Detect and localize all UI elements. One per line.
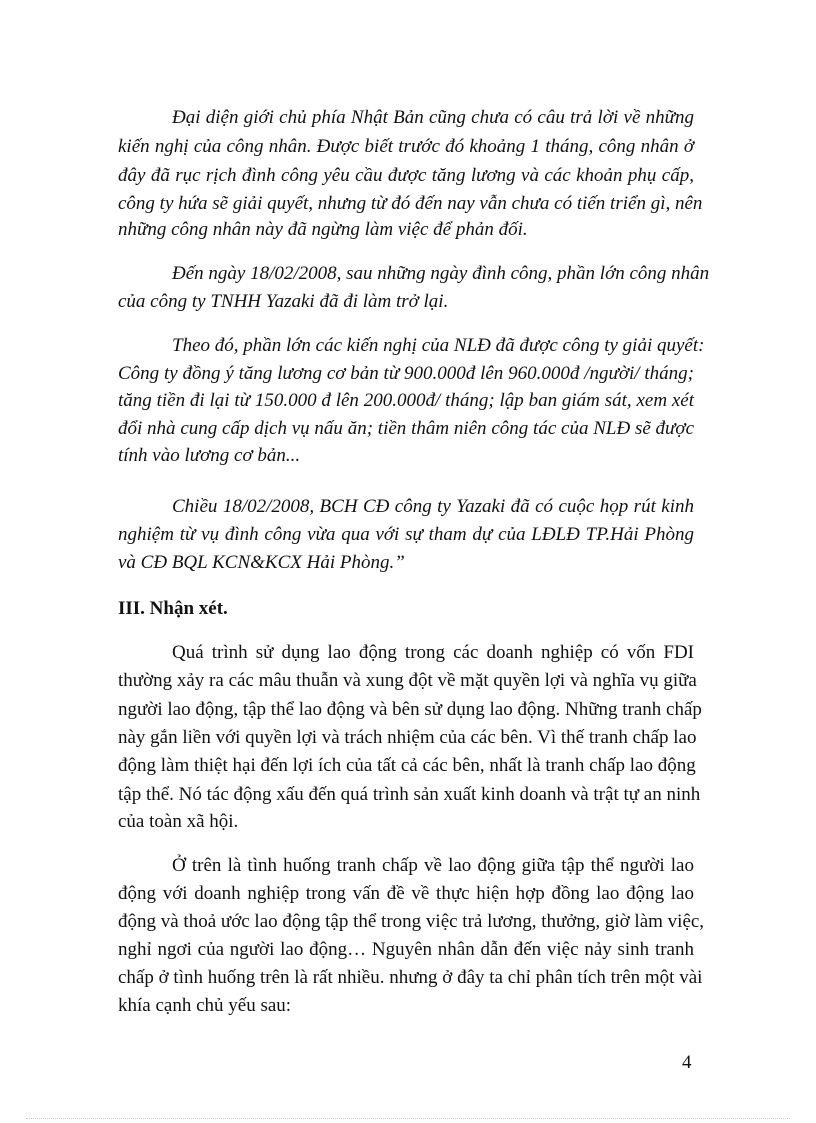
text-line: Ở trên là tình huống tranh chấp về lao động giữa tập thể người lao <box>172 855 694 876</box>
text-line: của công ty TNHH Yazaki đã đi làm trở lại. <box>118 291 449 312</box>
text-line: chấp ở tình huống trên là rất nhiều. nhưng ở đây ta chỉ phân tích trên một vài <box>118 967 703 988</box>
text-line: tập thể. Nó tác động xấu đến quá trình sản xuất kinh doanh và trật tự an ninh <box>118 784 701 805</box>
text-line: khía cạnh chủ yếu sau: <box>118 995 292 1016</box>
text-line: động làm thiệt hại đến lợi ích của tất cả các bên, nhất là tranh chấp lao động <box>118 755 696 776</box>
text-line: tăng tiền đi lại từ 150.000 đ lên 200.000đ/ tháng; lập ban giám sát, xem xét <box>118 390 694 411</box>
text-line: những công nhân này đã ngừng làm việc để phản đối. <box>118 219 528 240</box>
text-line: của toàn xã hội. <box>118 811 239 832</box>
text-line: và CĐ BQL KCN&KCX Hải Phòng.” <box>118 552 405 573</box>
text-line: động và thoả ước lao động tập thể trong việc trả lương, thưởng, giờ làm việc, <box>118 911 705 932</box>
section-heading: III. Nhận xét. <box>118 598 228 619</box>
text-line: động với doanh nghiệp trong vấn đề về thực hiện hợp đồng lao động lao <box>118 883 694 904</box>
text-line: Đại diện giới chủ phía Nhật Bản cũng chưa có câu trả lời về những <box>172 107 694 128</box>
text-line: người lao động, tập thể lao động và bên sử dụng lao động. Những tranh chấp <box>118 699 702 720</box>
text-line: Đến ngày 18/02/2008, sau những ngày đình công, phần lớn công nhân <box>172 263 710 284</box>
text-line: nghỉ ngơi của người lao động… Nguyên nhân dẫn đến việc nảy sinh tranh <box>118 939 694 960</box>
text-line: nghiệm từ vụ đình công vừa qua với sự tham dự của LĐLĐ TP.Hải Phòng <box>118 524 694 545</box>
text-line: Chiều 18/02/2008, BCH CĐ công ty Yazaki đã có cuộc họp rút kinh <box>172 496 694 517</box>
text-line: tính vào lương cơ bản... <box>118 445 301 466</box>
footer-divider <box>26 1118 790 1119</box>
text-line: đây đã rục rịch đình công yêu cầu được tăng lương và các khoản phụ cấp, <box>118 165 694 186</box>
text-line: thường xảy ra các mâu thuẫn và xung đột về mặt quyền lợi và nghĩa vụ giữa <box>118 670 697 691</box>
text-line: Theo đó, phần lớn các kiến nghị của NLĐ đã được công ty giải quyết: <box>172 335 705 356</box>
page-number: 4 <box>682 1052 692 1073</box>
text-line: Quá trình sử dụng lao động trong các doanh nghiệp có vốn FDI <box>172 642 694 663</box>
text-line: này gắn liền với quyền lợi và trách nhiệm của các bên. Vì thế tranh chấp lao <box>118 727 697 748</box>
text-line: kiến nghị của công nhân. Được biết trước đó khoảng 1 tháng, công nhân ở <box>118 136 694 157</box>
text-line: công ty hứa sẽ giải quyết, nhưng từ đó đến nay vẫn chưa có tiến triển gì, nên <box>118 193 703 214</box>
text-line: đổi nhà cung cấp dịch vụ nấu ăn; tiền thâm niên công tác của NLĐ sẽ được <box>118 418 694 439</box>
text-line: Công ty đồng ý tăng lương cơ bản từ 900.000đ lên 960.000đ /người/ tháng; <box>118 363 694 384</box>
